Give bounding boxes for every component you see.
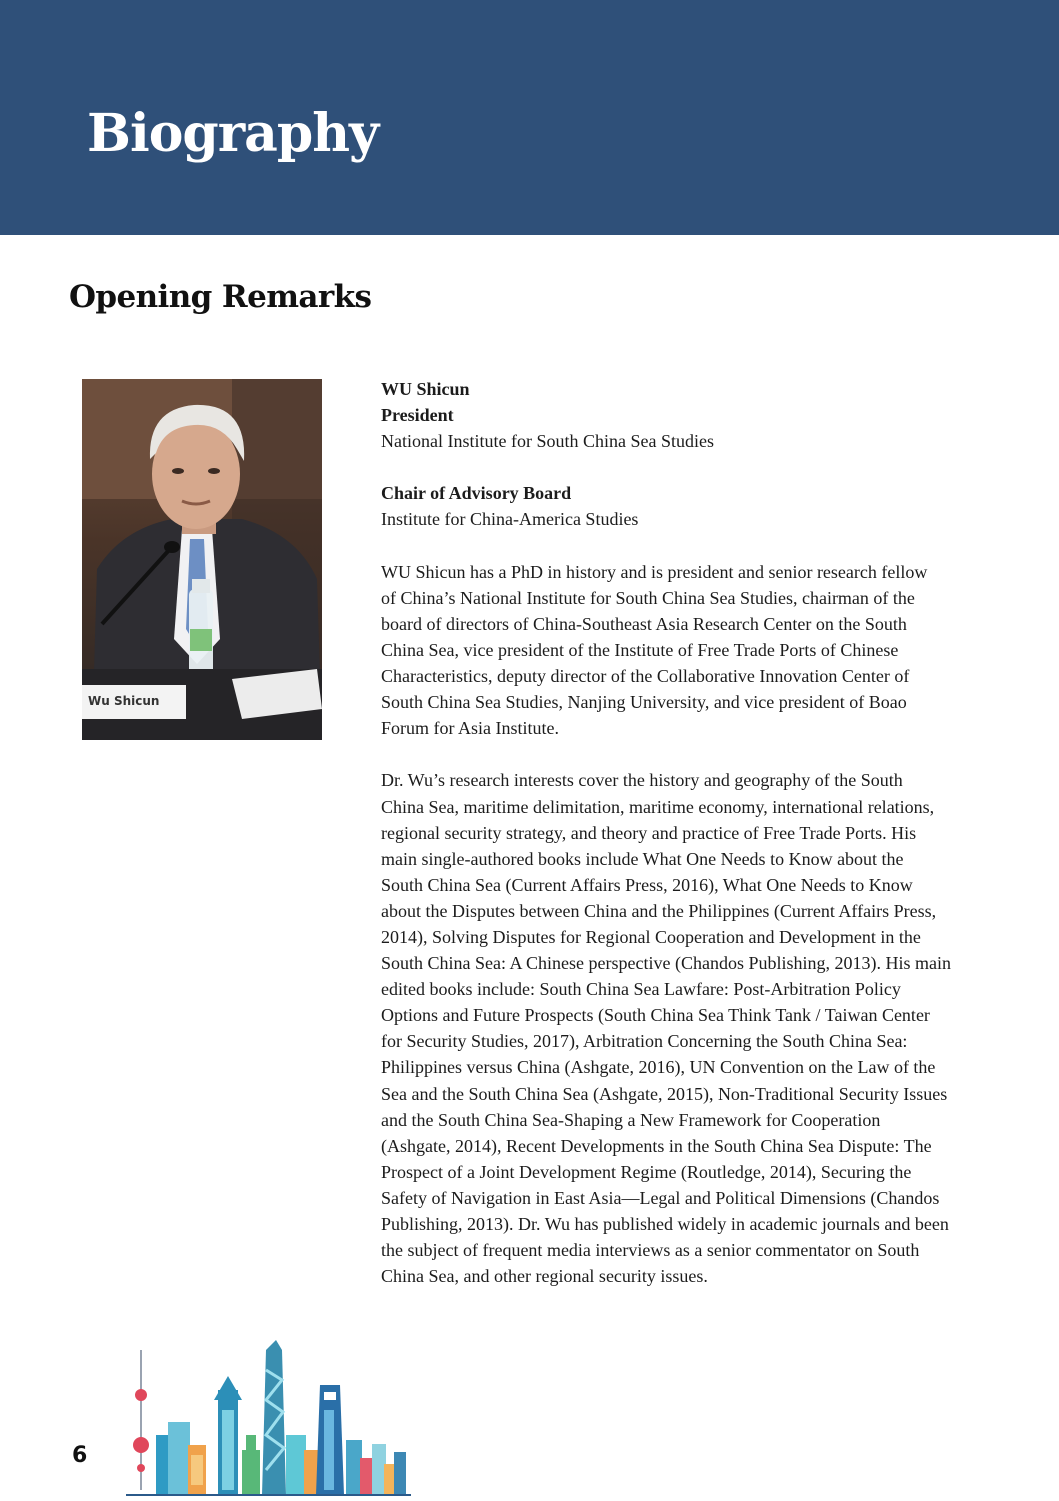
bio-line: South China Sea: A Chinese perspective (Chandos Publishing, 2013). His main: [381, 953, 951, 974]
bio-line: (Ashgate, 2014), Recent Developments in the South China Sea Dispute: The: [381, 1135, 932, 1156]
bio-text: [381, 376, 1041, 1289]
bio-line: Publishing, 2013). Dr. Wu has published widely in academic journals and been: [381, 1214, 949, 1234]
city-skyline-illustration: [126, 1340, 411, 1497]
portrait-photo: [82, 379, 322, 740]
bio-line: edited books include: South China Sea Lawfare: Post-Arbitration Policy: [381, 979, 901, 1000]
person-org-2: Institute for China-America Studies: [381, 509, 639, 530]
bio-line: Sea and the South China Sea (Ashgate, 2015), Non-Traditional Security Issues: [381, 1083, 948, 1104]
bio-line: main single-authored books include What One Needs to Know about the: [381, 848, 904, 869]
bio-line: Dr. Wu’s research interests cover the history and geography of the South: [381, 770, 903, 791]
person-org-1: National Institute for South China Sea Studies: [381, 431, 714, 452]
bio-line: Safety of Navigation in East Asia—Legal and Political Dimensions (Chandos: [381, 1187, 940, 1208]
bio-line: Characteristics, deputy director of the Collaborative Innovation Center of: [381, 666, 910, 687]
bio-line: and the South China Sea-Shaping a New Framework for Cooperation: [381, 1109, 881, 1130]
bio-line: about the Disputes between China and the Philippines (Current Affairs Press,: [381, 900, 937, 921]
bio-line: Prospect of a Joint Development Regime (Routledge, 2014), Securing the: [381, 1161, 912, 1182]
bio-line: for Security Studies, 2017), Arbitration Concerning the South China Sea:: [381, 1031, 908, 1052]
bio-line: of China’s National Institute for South China Sea Studies, chairman of the: [381, 587, 915, 608]
bio-line: Philippines versus China (Ashgate, 2016), UN Convention on the Law of the: [381, 1057, 936, 1078]
bio-line: China Sea, vice president of the Institute of Free Trade Ports of Chinese: [381, 639, 899, 660]
bio-line: WU Shicun has a PhD in history and is president and senior research fellow: [381, 561, 928, 582]
bio-line: South China Sea Studies, Nanjing University, and vice president of Boao: [381, 692, 907, 713]
bio-paragraph-2: [381, 767, 1041, 1289]
person-role-2: Chair of Advisory Board: [381, 483, 572, 504]
nameplate-label: Wu Shicun: [88, 694, 160, 708]
portrait-illustration: [82, 379, 322, 740]
page-number: 6: [72, 1443, 88, 1468]
person-name: WU Shicun: [381, 379, 470, 399]
page-title: Biography: [87, 103, 379, 164]
bio-line: China Sea, and other regional security issues.: [381, 1266, 708, 1287]
section-title: Opening Remarks: [69, 279, 372, 315]
bio-line: 2014), Solving Disputes for Regional Cooperation and Development in the: [381, 926, 921, 947]
bio-line: China Sea, maritime delimitation, maritime economy, international relations,: [381, 796, 935, 817]
bio-line: Forum for Asia Institute.: [381, 718, 559, 739]
header-band: [0, 0, 1059, 235]
bio-line: board of directors of China-Southeast Asia Research Center on the South: [381, 613, 907, 634]
bio-line: the subject of frequent media interviews as a senior commentator on South: [381, 1240, 920, 1261]
bio-line: South China Sea (Current Affairs Press, 2016), What One Needs to Know: [381, 874, 913, 895]
person-role-1: President: [381, 405, 454, 426]
bio-paragraph-1: [381, 559, 1041, 742]
bio-line: regional security strategy, and theory and practice of Free Trade Ports. His: [381, 822, 917, 843]
bio-line: Options and Future Prospects (South China Sea Think Tank / Taiwan Center: [381, 1005, 930, 1026]
